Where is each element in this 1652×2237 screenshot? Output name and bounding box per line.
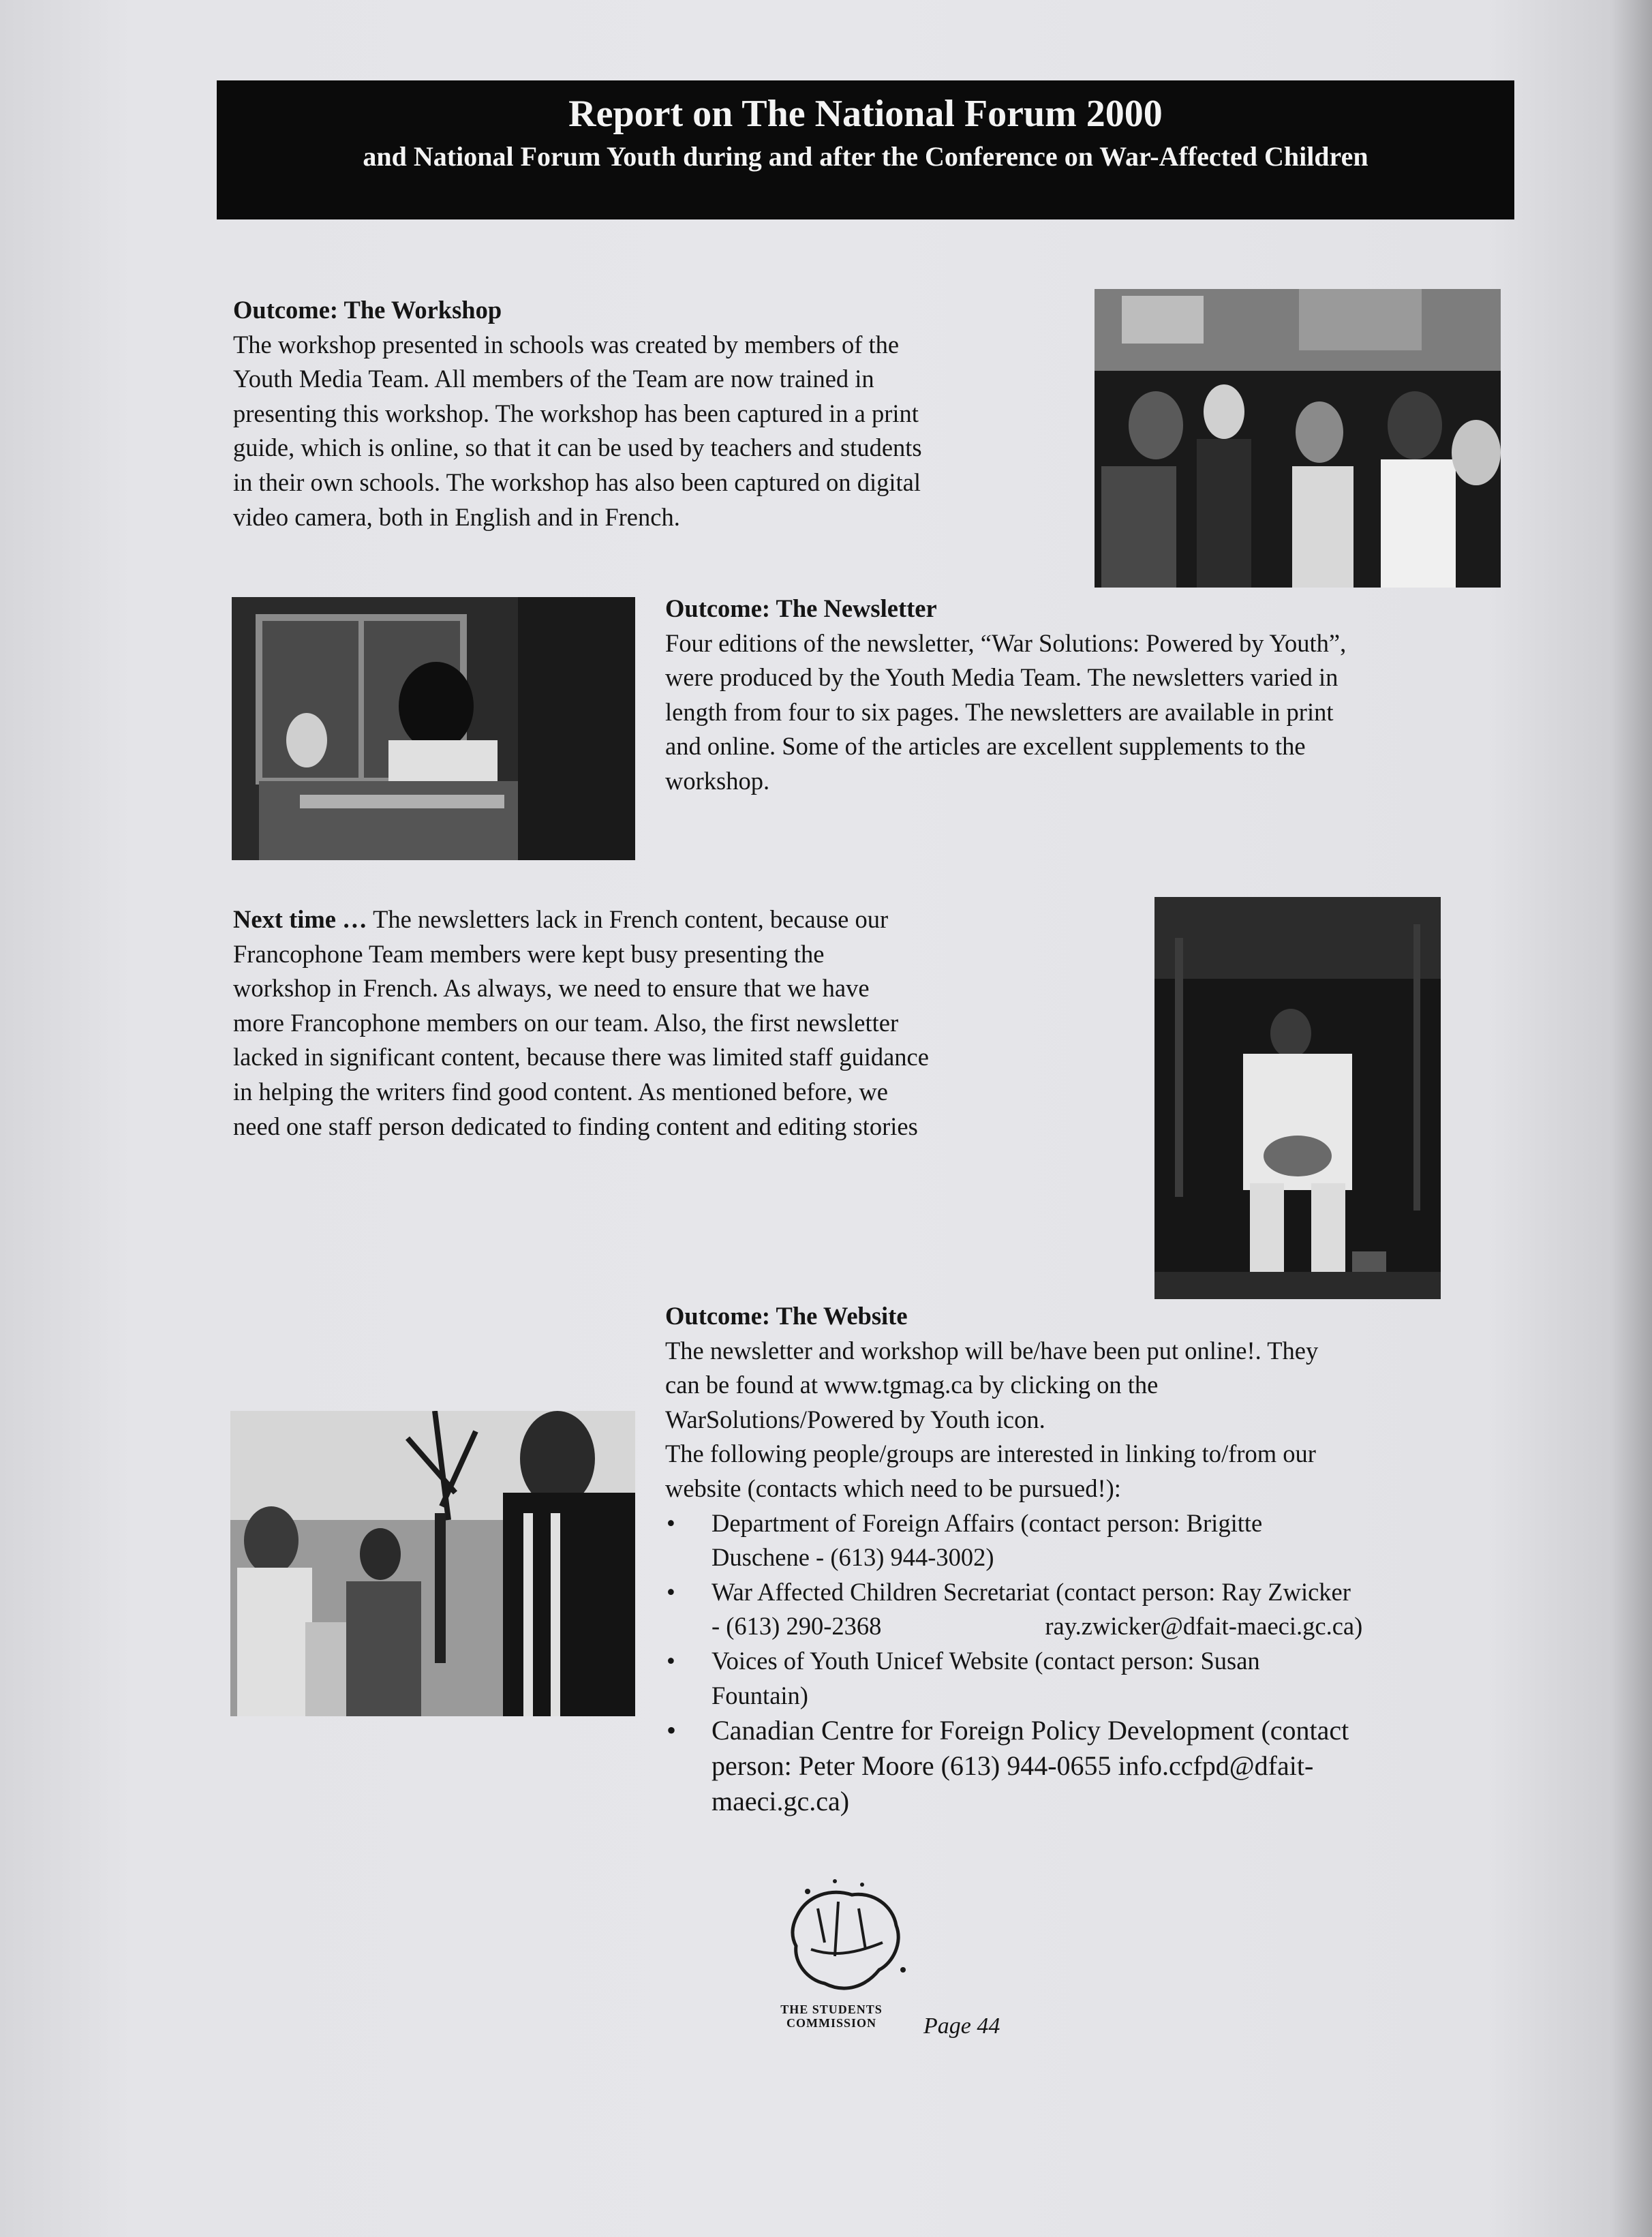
- logo-text: [763, 2003, 900, 2030]
- website-line: The following people/groups are interested in linking to/from our: [665, 1440, 1316, 1468]
- contact-line: Duschene - (613) 944-3002): [712, 1543, 994, 1572]
- website-heading: Outcome: The Website: [665, 1302, 908, 1330]
- newsletter-line: workshop.: [665, 766, 770, 795]
- website-line: website (contacts which need to be pursued!):: [665, 1474, 1121, 1502]
- newsletter-line: were produced by the Youth Media Team. The newsletters varied in: [665, 663, 1339, 692]
- contact-item: [665, 1644, 1524, 1713]
- next-time-lead: Next time …: [233, 905, 367, 933]
- workshop-line: The workshop presented in schools was created by members of the: [233, 330, 900, 359]
- seated-person-photo: [1154, 897, 1441, 1299]
- website-line: can be found at www.tgmag.ca by clicking on the: [665, 1371, 1159, 1399]
- next-time-line: Francophone Team members were kept busy presenting the: [233, 939, 825, 968]
- crowd-photo: [1095, 289, 1501, 588]
- next-time-line: The newsletters lack in French content, because our: [367, 905, 889, 933]
- contact-line: Fountain): [712, 1681, 808, 1709]
- logo-line: COMMISSION: [786, 2016, 876, 2030]
- workshop-line: video camera, both in English and in French.: [233, 502, 680, 531]
- next-time-line: lacked in significant content, because there was limited staff guidance: [233, 1043, 929, 1071]
- next-time-line: workshop in French. As always, we need to ensure that we have: [233, 974, 870, 1003]
- website-section: [665, 1299, 1524, 1819]
- contact-line: • War Affected Children Secretariat (contact person: Ray Zwicker: [712, 1577, 1351, 1606]
- contact-line: maeci.gc.ca): [712, 1786, 850, 1817]
- students-commission-logo: [770, 1868, 920, 2018]
- workshop-line: guide, which is online, so that it can be used by teachers and students: [233, 433, 922, 462]
- website-line: WarSolutions/Powered by Youth icon.: [665, 1405, 1045, 1433]
- next-time-section: [233, 902, 1119, 1144]
- contact-phone: - (613) 290-2368: [712, 1612, 882, 1641]
- contact-item: [665, 1506, 1524, 1575]
- report-banner: [217, 80, 1514, 219]
- contact-line: [712, 1609, 1524, 1644]
- contact-line: • Canadian Centre for Foreign Policy Development (contact: [712, 1715, 1349, 1746]
- contact-item: [665, 1575, 1524, 1644]
- newsletter-heading: Outcome: The Newsletter: [665, 594, 937, 622]
- window-photo: [232, 597, 635, 860]
- next-time-line: need one staff person dedicated to finding content and editing stories: [233, 1112, 918, 1140]
- group-outdoor-photo: [230, 1411, 635, 1716]
- website-line: The newsletter and workshop will be/have been put online!. They: [665, 1336, 1319, 1365]
- page-number: Page 44: [923, 2013, 1000, 2039]
- contact-line: • Voices of Youth Unicef Website (contact person: Susan: [712, 1646, 1260, 1675]
- contact-list-large: [665, 1713, 1524, 1819]
- workshop-line: presenting this workshop. The workshop has been captured in a print: [233, 399, 919, 427]
- workshop-line: in their own schools. The workshop has also been captured on digital: [233, 468, 921, 496]
- page-edge-shadow: [1611, 0, 1652, 2237]
- logo-line: THE STUDENTS: [780, 2003, 883, 2016]
- banner-title: Report on The National Forum 2000: [568, 93, 1163, 135]
- contact-list: [665, 1506, 1524, 1714]
- workshop-line: Youth Media Team. All members of the Team are now trained in: [233, 365, 874, 393]
- next-time-line: in helping the writers find good content. As mentioned before, we: [233, 1077, 888, 1106]
- newsletter-line: length from four to six pages. The newsletters are available in print: [665, 697, 1334, 726]
- workshop-heading: Outcome: The Workshop: [233, 296, 502, 324]
- newsletter-line: Four editions of the newsletter, “War Solutions: Powered by Youth”,: [665, 628, 1347, 657]
- workshop-section: [233, 293, 1078, 534]
- contact-item: [665, 1713, 1524, 1819]
- newsletter-line: and online. Some of the articles are excellent supplements to the: [665, 732, 1306, 761]
- contact-line: person: Peter Moore (613) 944-0655 info.ccfpd@dfait-: [712, 1750, 1314, 1782]
- contact-line: • Department of Foreign Affairs (contact person: Brigitte: [712, 1508, 1263, 1537]
- next-time-line: more Francophone members on our team. Also, the first newsletter: [233, 1008, 899, 1037]
- newsletter-section: [665, 592, 1510, 799]
- contact-email: ray.zwicker@dfait-maeci.gc.ca): [1045, 1612, 1363, 1641]
- banner-subtitle: and National Forum Youth during and after the Conference on War-Affected Children: [363, 141, 1368, 172]
